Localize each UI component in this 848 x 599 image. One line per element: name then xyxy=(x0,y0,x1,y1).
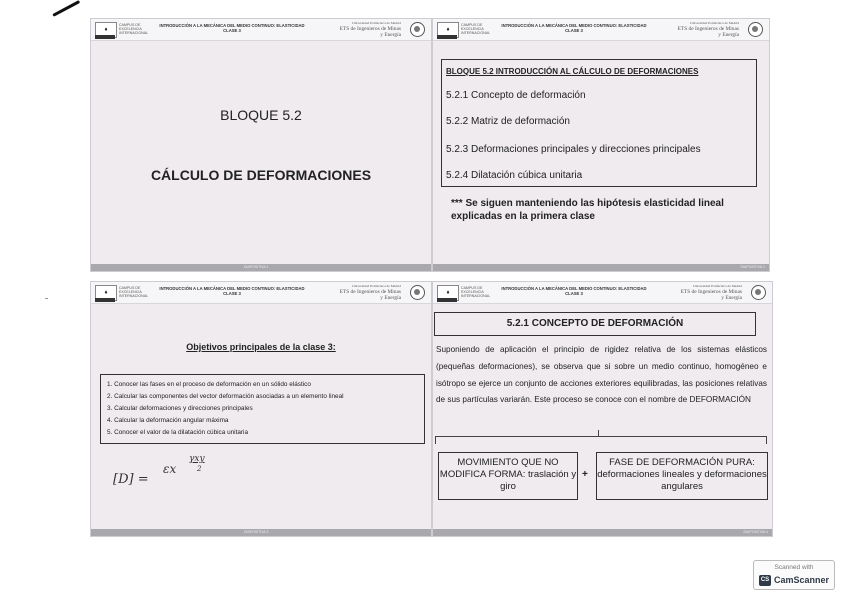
slide-header xyxy=(433,19,769,41)
campus-label: CAMPUS DE EXCELENCIA INTERNACIONAL xyxy=(461,286,491,299)
block-title: CÁLCULO DE DEFORMACIONES xyxy=(150,167,372,183)
objectives-title: Objetivos principales de la clase 3: xyxy=(186,342,336,352)
definition-paragraph: Suponiendo de aplicación el principio de rigidez relativa de los sistemas elásticos (pequeñas deformaciones), se observa que si sobre un medio continuo, homogéneo e isótropo se ejerce un conjunto de acciones exteriores equilibradas, las posiciones relativas de sus partículas variarán. Este proceso se conoce con el nombre de DEFORMACIÓN xyxy=(436,345,767,405)
campus-label: CAMPUS DE EXCELENCIA INTERNACIONAL xyxy=(119,23,149,36)
course-title: INTRODUCCIÓN A LA MECÁNICA DEL MEDIO CONTINUO: ELASTICIDAD CLASE 3 xyxy=(159,286,305,296)
handwritten-matrix-label: [D] = xyxy=(113,472,149,487)
pen-mark xyxy=(52,0,80,17)
logo-tag xyxy=(95,35,115,39)
scanned-with-label: Scanned with xyxy=(774,564,814,571)
upm-logo: ♦ xyxy=(437,285,459,301)
objective-item: 1. Conocer las fases en el proceso de deformación en un sólido elástico xyxy=(107,381,311,388)
slide-2 xyxy=(432,18,770,272)
camscanner-watermark xyxy=(753,560,835,590)
slide-footer xyxy=(91,529,431,536)
slide-footer xyxy=(91,264,431,271)
plus-sign: + xyxy=(582,469,588,480)
logo-tag xyxy=(95,298,115,302)
camscanner-name: CamScanner xyxy=(774,575,830,585)
objective-item: 2. Calcular las componentes del vector deformación asociadas a un elemento lineal xyxy=(107,393,344,400)
campus-label: CAMPUS DE EXCELENCIA INTERNACIONAL xyxy=(461,23,491,36)
school-seal-icon xyxy=(751,285,766,300)
split-bracket xyxy=(435,436,767,444)
contents-box xyxy=(441,59,757,187)
upm-logo: ♦ xyxy=(95,285,117,301)
handwritten-denominator: 2 xyxy=(197,465,202,473)
slide-1 xyxy=(90,18,432,272)
section-heading: 5.2.1 CONCEPTO DE DEFORMACIÓN xyxy=(434,312,756,336)
rigid-motion-box: MOVIMIENTO QUE NO MODIFICA FORMA: traslación y giro xyxy=(438,452,578,500)
scan-speck xyxy=(45,298,48,299)
block-number: BLOQUE 5.2 xyxy=(220,107,302,123)
camscanner-logo-icon: CS xyxy=(759,575,771,586)
handwritten-epsilon: εx xyxy=(163,462,177,476)
hypothesis-note: *** Se siguen manteniendo las hipótesis elasticidad lineal explicadas en la primera clase xyxy=(451,198,724,222)
footer-slide-label: DIAPOSITIVA 4 xyxy=(743,530,768,534)
handwritten-gamma: γxy xyxy=(189,454,205,464)
objective-item: 4. Calcular la deformación angular máxima xyxy=(107,417,229,424)
course-title: INTRODUCCIÓN A LA MECÁNICA DEL MEDIO CONTINUO: ELASTICIDAD CLASE 3 xyxy=(501,23,647,33)
school-name: Universidad Politécnica de Madrid ETS de Ingenieros de Minas y Energía xyxy=(339,21,401,38)
objectives-box xyxy=(100,374,425,444)
slide-3 xyxy=(90,281,432,537)
pure-deformation-box: FASE DE DEFORMACIÓN PURA: deformaciones lineales y deformaciones angulares xyxy=(596,452,768,500)
school-seal-icon xyxy=(748,22,763,37)
objective-item: 3. Calcular deformaciones y direcciones principales xyxy=(107,405,253,412)
footer-slide-label: DIAPOSITIVA 1 xyxy=(244,265,269,269)
slide-header xyxy=(91,19,431,41)
contents-item: 5.2.4 Dilatación cúbica unitaria xyxy=(446,170,583,181)
contents-item: 5.2.3 Deformaciones principales y direcciones principales xyxy=(446,144,701,155)
slide-header xyxy=(433,282,772,304)
upm-logo: ♦ xyxy=(437,22,459,38)
contents-heading: BLOQUE 5.2 INTRODUCCIÓN AL CÁLCULO DE DEFORMACIONES xyxy=(446,67,699,76)
contents-item: 5.2.2 Matriz de deformación xyxy=(446,116,570,127)
school-name: Universidad Politécnica de Madrid ETS de Ingenieros de Minas y Energía xyxy=(677,21,739,38)
contents-item: 5.2.1 Concepto de deformación xyxy=(446,90,586,101)
slide-4 xyxy=(432,281,773,537)
upm-logo: ♦ xyxy=(95,22,117,38)
footer-slide-label: DIAPOSITIVA 3 xyxy=(244,530,269,534)
logo-tag xyxy=(437,35,457,39)
slide-footer xyxy=(433,264,769,271)
campus-label: CAMPUS DE EXCELENCIA INTERNACIONAL xyxy=(119,286,149,299)
school-seal-icon xyxy=(410,285,425,300)
slide-header xyxy=(91,282,431,304)
footer-slide-label: DIAPOSITIVA 1 xyxy=(740,265,765,269)
logo-tag xyxy=(437,298,457,302)
school-seal-icon xyxy=(410,22,425,37)
school-name: Universidad Politécnica de Madrid ETS de Ingenieros de Minas y Energía xyxy=(339,284,401,301)
course-title: INTRODUCCIÓN A LA MECÁNICA DEL MEDIO CONTINUO: ELASTICIDAD CLASE 3 xyxy=(159,23,305,33)
slide-footer xyxy=(433,529,772,536)
course-title: INTRODUCCIÓN A LA MECÁNICA DEL MEDIO CONTINUO: ELASTICIDAD CLASE 3 xyxy=(501,286,647,296)
school-name: Universidad Politécnica de Madrid ETS de Ingenieros de Minas y Energía xyxy=(680,284,742,301)
objective-item: 5. Conocer el valor de la dilatación cúbica unitaria xyxy=(107,429,249,436)
